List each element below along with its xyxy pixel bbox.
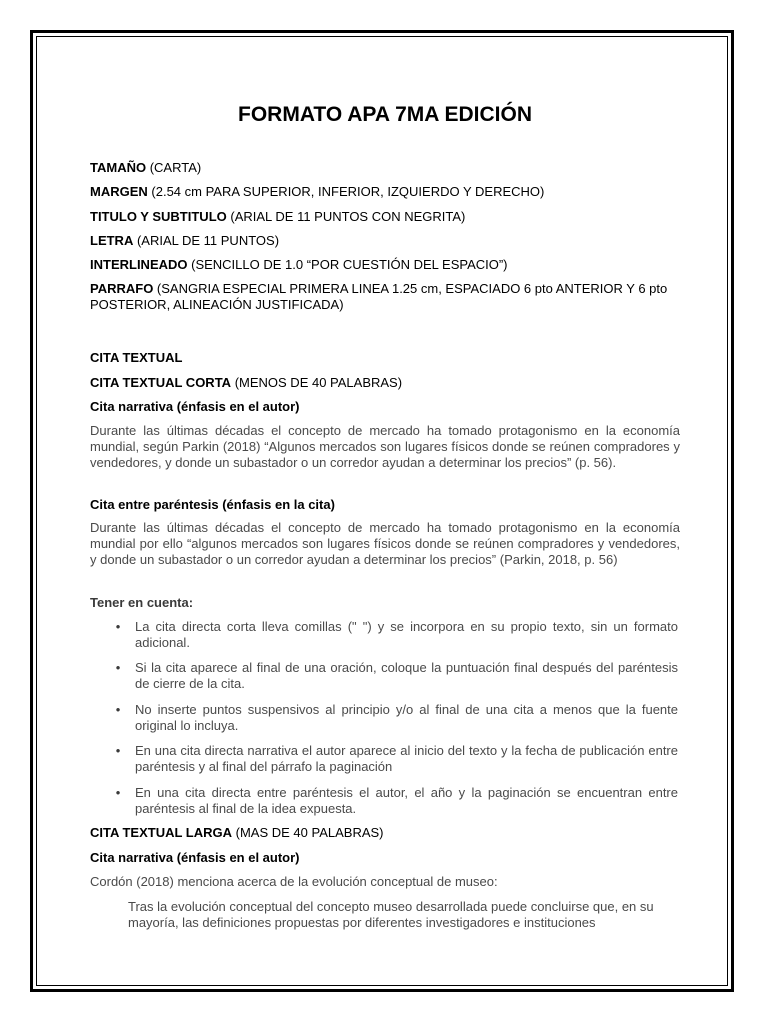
format-value: (ARIAL DE 11 PUNTOS CON NEGRITA) xyxy=(226,209,466,224)
format-tamano xyxy=(90,160,680,176)
format-margen xyxy=(90,184,680,200)
format-label: TITULO Y SUBTITULO xyxy=(90,209,227,224)
bullet-icon: • xyxy=(115,660,121,675)
subheading-narrativa-larga: Cita narrativa (énfasis en el autor) xyxy=(90,850,300,865)
list-item-text: La cita directa corta lleva comillas (" ") y se incorpora en su propio texto, sin un formato adicional. xyxy=(135,619,678,650)
heading-cita-corta xyxy=(90,375,680,391)
format-label: PARRAFO xyxy=(90,281,154,296)
bullet-icon: • xyxy=(115,702,121,717)
paragraph-parentesis-corta: Durante las últimas décadas el concepto de mercado ha tomado protagonismo en la economía mundial por ello “algunos mercados son lugares físicos donde se reúnen compradores y vendedores, y donde un subastador o un corredor ayudan a determinar los precios” (Parkin, 2018, p. 56) xyxy=(90,520,680,567)
bullet-icon: • xyxy=(115,785,121,800)
heading-tener-en-cuenta: Tener en cuenta: xyxy=(90,595,194,610)
format-value: (CARTA) xyxy=(146,160,202,175)
list-item-text: En una cita directa entre paréntesis el autor, el año y la paginación se encuentran entre paréntesis al final de la idea expuesta. xyxy=(135,785,678,816)
format-label: LETRA xyxy=(90,233,134,248)
section-label: CITA TEXTUAL CORTA xyxy=(90,375,232,390)
format-value: (SENCILLO DE 1.0 “POR CUESTIÓN DEL ESPACIO”) xyxy=(187,257,508,272)
format-label: MARGEN xyxy=(90,184,148,199)
format-value: (ARIAL DE 11 PUNTOS) xyxy=(133,233,280,248)
paragraph-intro-larga: Cordón (2018) menciona acerca de la evolución conceptual de museo: xyxy=(90,874,498,889)
bullet-icon: • xyxy=(115,743,121,758)
subheading-parentesis-corta: Cita entre paréntesis (énfasis en la cita) xyxy=(90,497,335,512)
section-value: (MENOS DE 40 PALABRAS) xyxy=(231,375,403,390)
heading-cita-textual: CITA TEXTUAL xyxy=(90,350,183,365)
format-label: TAMAÑO xyxy=(90,160,147,175)
list-item-text: No inserte puntos suspensivos al principio y/o al final de una cita a menos que la fuente original lo incluya. xyxy=(135,702,678,733)
format-parrafo xyxy=(90,281,680,313)
bullet-icon: • xyxy=(115,619,121,634)
format-label: INTERLINEADO xyxy=(90,257,188,272)
list-item-text: Si la cita aparece al final de una oración, coloque la puntuación final después del paréntesis de cierre de la cita. xyxy=(135,660,678,691)
section-label: CITA TEXTUAL LARGA xyxy=(90,825,233,840)
format-interlineado xyxy=(90,257,680,273)
format-value: (2.54 cm PARA SUPERIOR, INFERIOR, IZQUIERDO Y DERECHO) xyxy=(147,184,545,199)
subheading-narrativa-corta: Cita narrativa (énfasis en el autor) xyxy=(90,399,300,414)
format-value: (SANGRIA ESPECIAL PRIMERA LINEA 1.25 cm, ESPACIADO 6 pto ANTERIOR Y 6 pto POSTERIOR, ALINEACIÓN JUSTIFICADA) xyxy=(90,281,668,312)
format-letra xyxy=(90,233,680,249)
block-quote: Tras la evolución conceptual del concepto museo desarrollada puede concluirse que, en su mayoría, las definiciones propuestas por diferentes investigadores e instituciones xyxy=(128,899,654,930)
list-item-text: En una cita directa narrativa el autor aparece al inicio del texto y la fecha de publicación entre paréntesis y al final del párrafo la paginación xyxy=(135,743,678,774)
section-value: (MAS DE 40 PALABRAS) xyxy=(232,825,384,840)
paragraph-narrativa-corta: Durante las últimas décadas el concepto de mercado ha tomado protagonismo en la economía mundial, según Parkin (2018) “Algunos mercados son lugares físicos donde se reúnen compradores y vendedores, y donde un subastador o un corredor ayudan a determinar los precios” (p. 56). xyxy=(90,423,680,470)
format-titulo xyxy=(90,209,680,225)
document-title: FORMATO APA 7MA EDICIÓN xyxy=(238,103,532,126)
heading-cita-larga xyxy=(90,825,680,841)
